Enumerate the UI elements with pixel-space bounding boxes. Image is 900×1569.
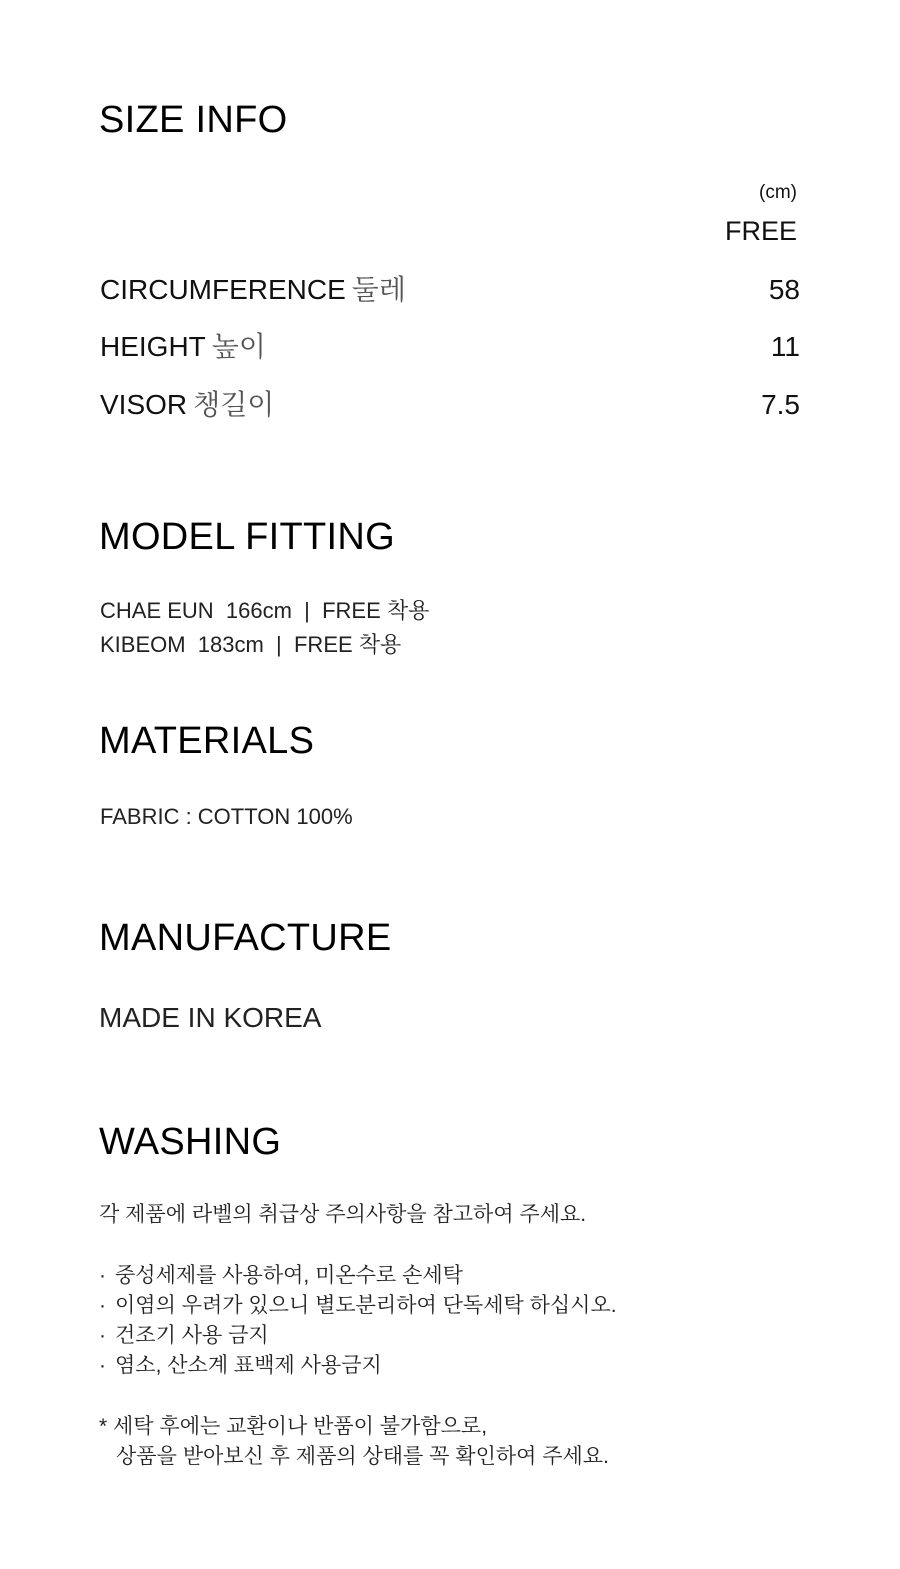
model-fitting-title: MODEL FITTING bbox=[99, 516, 395, 558]
size-row-value: 7.5 bbox=[761, 389, 800, 420]
model-fitting-list bbox=[100, 594, 429, 662]
size-row-label: VISOR 챙길이 bbox=[100, 389, 275, 420]
list-item: · 염소, 산소계 표백제 사용금지 bbox=[99, 1351, 617, 1381]
manufacture-text: MADE IN KOREA bbox=[99, 1002, 322, 1033]
washing-note bbox=[99, 1412, 609, 1472]
list-item: · 중성세제를 사용하여, 미온수로 손세탁 bbox=[99, 1261, 617, 1291]
size-unit-label: (cm) bbox=[759, 182, 797, 203]
bullet-mark: · bbox=[99, 1294, 106, 1317]
model-fitting-line: KIBEOM 183cm | FREE 착용 bbox=[100, 632, 402, 658]
size-row-circumference bbox=[100, 276, 800, 304]
materials-text: FABRIC : COTTON 100% bbox=[100, 804, 353, 829]
washing-note-line: * 세탁 후에는 교환이나 반품이 불가함으로, bbox=[99, 1415, 488, 1438]
list-item: · 건조기 사용 금지 bbox=[99, 1321, 617, 1351]
manufacture-title: MANUFACTURE bbox=[99, 917, 392, 959]
washing-note-line: 상품을 받아보신 후 제품의 상태를 꼭 확인하여 주세요. bbox=[116, 1445, 609, 1468]
size-row-label: CIRCUMFERENCE 둘레 bbox=[100, 274, 406, 305]
size-row-height bbox=[100, 333, 800, 361]
washing-title: WASHING bbox=[99, 1121, 282, 1163]
washing-intro: 각 제품에 라벨의 취급상 주의사항을 참고하여 주세요. bbox=[99, 1203, 587, 1226]
size-row-value: 11 bbox=[770, 331, 800, 362]
size-info-title: SIZE INFO bbox=[99, 99, 288, 141]
size-row-value: 58 bbox=[768, 274, 800, 305]
size-row-label: HEIGHT 높이 bbox=[100, 331, 266, 362]
washing-bullet-list bbox=[99, 1261, 617, 1381]
size-column-header: FREE bbox=[724, 216, 797, 246]
list-item: · 이염의 우려가 있으니 별도분리하여 단독세탁 하십시오. bbox=[99, 1291, 617, 1321]
bullet-mark: · bbox=[99, 1324, 106, 1347]
size-row-visor bbox=[100, 391, 800, 419]
bullet-mark: · bbox=[99, 1354, 106, 1377]
model-fitting-line: CHAE EUN 166cm | FREE 착용 bbox=[100, 598, 430, 623]
bullet-mark: · bbox=[99, 1264, 106, 1287]
materials-title: MATERIALS bbox=[99, 720, 315, 762]
